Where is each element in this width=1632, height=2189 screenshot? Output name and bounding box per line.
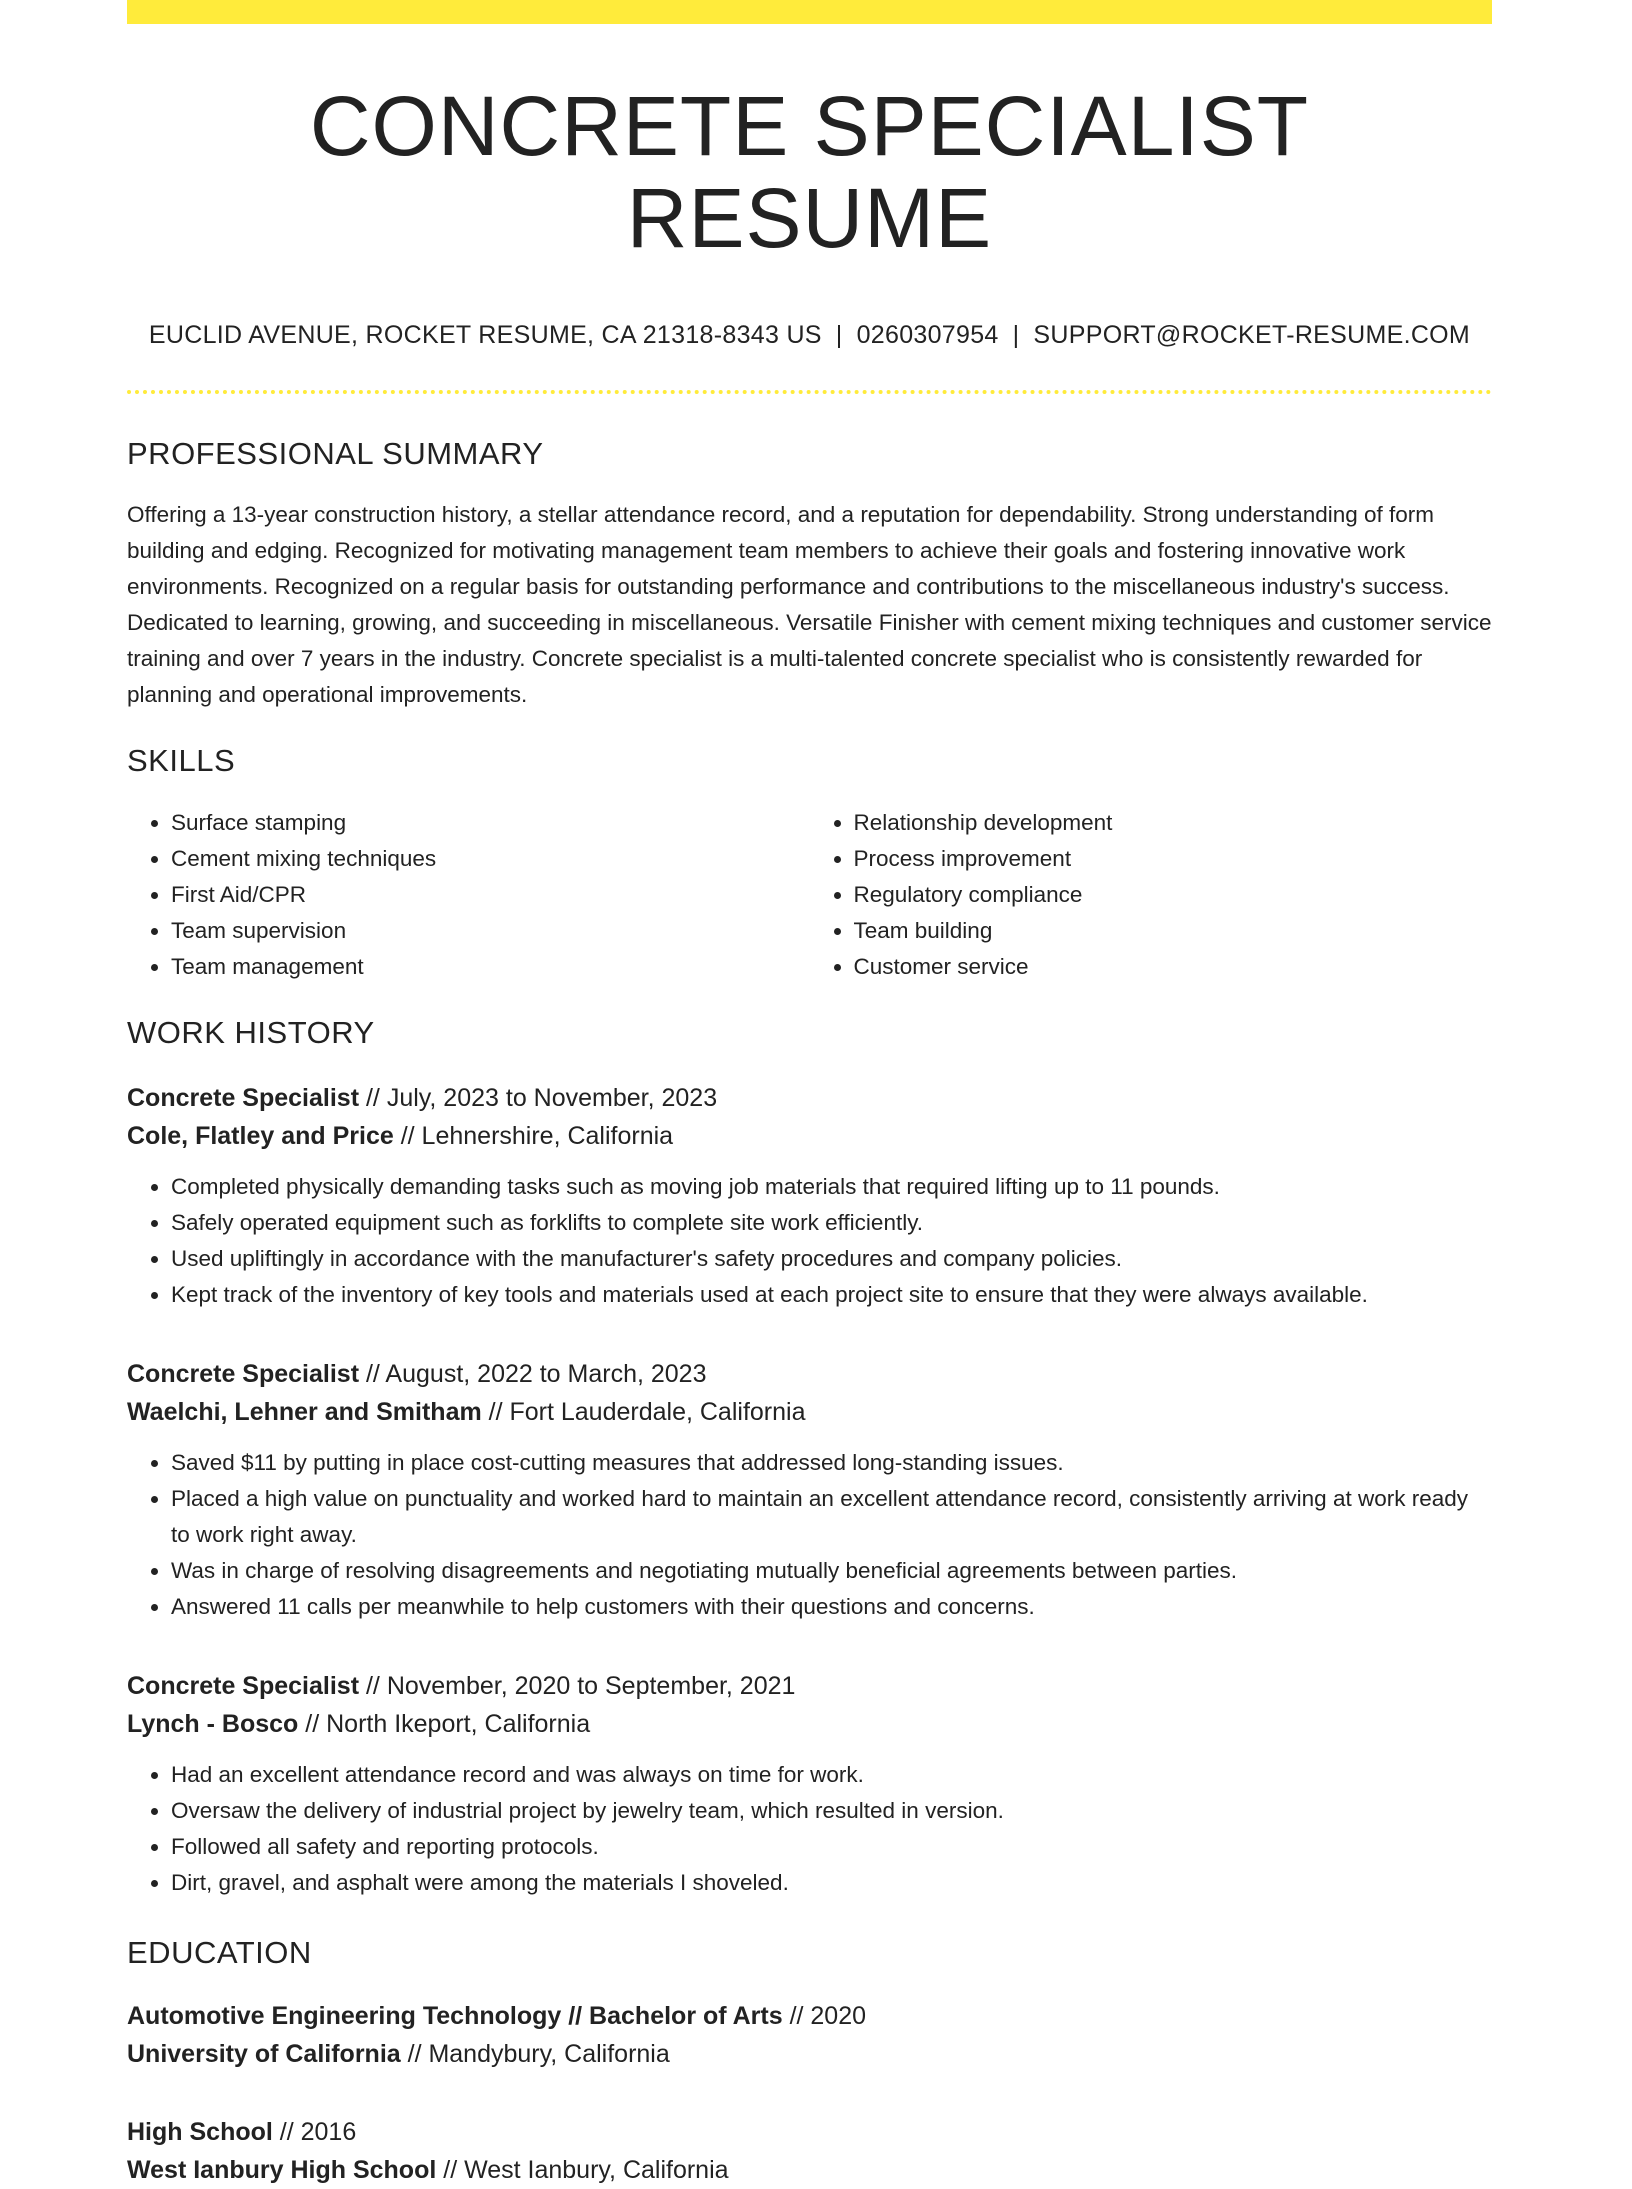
job-bullet: • Used upliftingly in accordance with the manufacturer's safety procedures and company policies. (171, 1241, 1492, 1277)
education-school: University of California (127, 2039, 401, 2068)
job-bullets (127, 1757, 1492, 1901)
education-heading: EDUCATION (127, 1934, 312, 1970)
education-entry (127, 2113, 1492, 2189)
contact-address: EUCLID AVENUE, ROCKET RESUME, CA 21318-8343 US (148, 320, 822, 349)
job-bullet: • Dirt, gravel, and asphalt were among the materials I shoveled. (171, 1865, 1492, 1901)
job-bullet: • Saved $11 by putting in place cost-cutting measures that addressed long-standing issues. (171, 1445, 1492, 1481)
job-bullet: • Followed all safety and reporting protocols. (171, 1829, 1492, 1865)
job-company: Lynch - Bosco (127, 1709, 299, 1738)
education-school-line (127, 2035, 1492, 2073)
skill-item: • Process improvement (854, 841, 1493, 877)
job-title-line (127, 1355, 1492, 1393)
job-bullet: • Safely operated equipment such as forklifts to complete site work efficiently. (171, 1205, 1492, 1241)
job-title-line (127, 1079, 1492, 1117)
contact-separator: | (1012, 320, 1020, 349)
job-bullet: • Oversaw the delivery of industrial project by jewelry team, which resulted in version. (171, 1793, 1492, 1829)
job-entry (127, 1667, 1492, 1901)
job-title-line (127, 1667, 1492, 1705)
job-title: Concrete Specialist (127, 1359, 360, 1388)
job-bullet: • Was in charge of resolving disagreements and negotiating mutually beneficial agreements between parties. (171, 1553, 1492, 1589)
job-company-line (127, 1393, 1492, 1431)
job-entry (127, 1079, 1492, 1313)
skill-item: • Regulatory compliance (854, 877, 1493, 913)
education-degree: High School (127, 2117, 273, 2146)
job-bullets (127, 1445, 1492, 1625)
job-dates: // July, 2023 to November, 2023 (359, 1083, 718, 1112)
skill-item: • Team management (171, 949, 810, 985)
job-title: Concrete Specialist (127, 1083, 360, 1112)
skills-list-right (810, 805, 1493, 985)
job-location: // Fort Lauderdale, California (481, 1397, 806, 1426)
job-bullet: • Completed physically demanding tasks such as moving job materials that required lifting up to 11 pounds. (171, 1169, 1492, 1205)
job-company-line (127, 1705, 1492, 1743)
contact-phone: 0260307954 (856, 320, 999, 349)
education-year: // 2016 (272, 2117, 357, 2146)
job-bullet: • Placed a high value on punctuality and worked hard to maintain an excellent attendance record, consistently arriving at work ready to work right away. (171, 1481, 1492, 1553)
job-entry (127, 1355, 1492, 1625)
skills-list-left (127, 805, 810, 985)
top-accent-bar (127, 0, 1492, 24)
skill-item: • Cement mixing techniques (171, 841, 810, 877)
education-degree: Automotive Engineering Technology // Bachelor of Arts (127, 2001, 783, 2030)
job-bullet: • Had an excellent attendance record and was always on time for work. (171, 1757, 1492, 1793)
job-title: Concrete Specialist (127, 1671, 360, 1700)
summary-text: Offering a 13-year construction history, a stellar attendance record, and a reputation for dependability. Strong understanding of form building and edging. Recognized for motivating management team members to achieve their goals and fostering innovative work environments. Recognized on a regular basis for outstanding performance and contributions to the miscellaneous industry's success. Dedicated to learning, growing, and succeeding in miscellaneous. Versatile Finisher with cement mixing techniques and customer service training and over 7 years in the industry. Concrete specialist is a multi-talented concrete specialist who is consistently rewarded for planning and operational improvements. (127, 501, 1492, 707)
skill-item: • Surface stamping (171, 805, 810, 841)
contact-separator: | (835, 320, 843, 349)
job-dates: // November, 2020 to September, 2021 (359, 1671, 796, 1700)
job-dates: // August, 2022 to March, 2023 (359, 1359, 707, 1388)
education-degree-line (127, 1997, 1492, 2035)
education-entry (127, 1997, 1492, 2073)
skills-heading: SKILLS (127, 742, 236, 778)
job-bullet: • Answered 11 calls per meanwhile to help customers with their questions and concerns. (171, 1589, 1492, 1625)
job-company-line (127, 1117, 1492, 1155)
skill-item: • First Aid/CPR (171, 877, 810, 913)
job-company: Cole, Flatley and Price (127, 1121, 394, 1150)
contact-email: SUPPORT@ROCKET-RESUME.COM (1033, 320, 1471, 349)
work-history-heading: WORK HISTORY (127, 1014, 375, 1050)
job-location: // Lehnershire, California (393, 1121, 674, 1150)
education-year: // 2020 (782, 2001, 867, 2030)
skill-item: • Customer service (854, 949, 1493, 985)
education-location: // Mandybury, California (400, 2039, 670, 2068)
skills-columns (127, 805, 1492, 985)
resume-content (127, 24, 1492, 2189)
job-location: // North Ikeport, California (298, 1709, 591, 1738)
skill-item: • Relationship development (854, 805, 1493, 841)
job-bullets (127, 1169, 1492, 1313)
job-bullet: • Kept track of the inventory of key tools and materials used at each project site to ensure that they were always available. (171, 1277, 1492, 1313)
education-location: // West Ianbury, California (436, 2155, 729, 2184)
education-school-line (127, 2151, 1492, 2189)
education-degree-line (127, 2113, 1492, 2151)
job-company: Waelchi, Lehner and Smitham (127, 1397, 482, 1426)
resume-title: CONCRETE SPECIALIST RESUME (309, 79, 1310, 266)
skill-item: • Team supervision (171, 913, 810, 949)
header-divider (127, 390, 1492, 394)
contact-line (127, 321, 1492, 350)
skill-item: • Team building (854, 913, 1493, 949)
education-school: West Ianbury High School (127, 2155, 437, 2184)
summary-heading: PROFESSIONAL SUMMARY (127, 435, 544, 471)
